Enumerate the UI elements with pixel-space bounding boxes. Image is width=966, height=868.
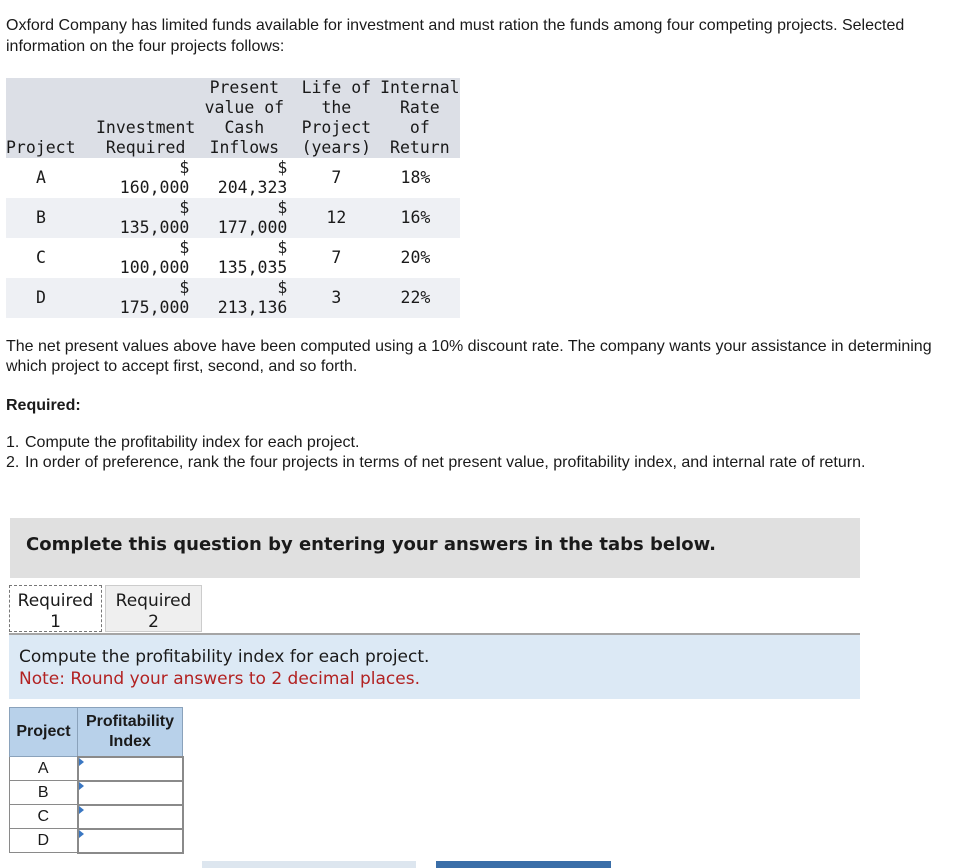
header-investment: Investment Required bbox=[96, 78, 195, 158]
header-life: Life of the Project (years) bbox=[293, 78, 379, 158]
previous-button[interactable] bbox=[202, 861, 416, 868]
pi-input-a[interactable] bbox=[79, 759, 182, 779]
header-profitability-index: Profitability Index bbox=[78, 708, 183, 757]
tab-required-1[interactable]: Required 1 bbox=[9, 585, 102, 632]
rounding-note: Note: Round your answers to 2 decimal places. bbox=[19, 669, 420, 689]
project-label: C bbox=[10, 805, 78, 829]
irr-cell: 22% bbox=[379, 278, 460, 318]
irr-cell: 20% bbox=[400, 248, 431, 267]
project-label: D bbox=[6, 278, 96, 318]
project-label: D bbox=[10, 829, 78, 853]
investment-cell: $ 160,000 bbox=[119, 158, 190, 197]
table-row bbox=[10, 829, 183, 853]
investment-cell: $ 135,000 bbox=[96, 198, 195, 238]
project-label: A bbox=[36, 168, 46, 187]
next-button[interactable] bbox=[436, 861, 611, 868]
irr-cell: 18% bbox=[400, 168, 431, 187]
table-row bbox=[6, 238, 460, 278]
table-row bbox=[6, 278, 460, 318]
table-row bbox=[10, 805, 183, 829]
table-header-row bbox=[6, 78, 460, 158]
project-label: C bbox=[36, 248, 46, 267]
present-value-cell: $ 177,000 bbox=[195, 198, 293, 238]
table-header-row bbox=[10, 708, 183, 757]
list-item: 2. In order of preference, rank the four projects in terms of net present value, profitability index, and internal rate of return. bbox=[6, 454, 866, 471]
life-cell: 12 bbox=[293, 198, 379, 238]
list-item: 1. Compute the profitability index for each project. bbox=[6, 434, 360, 451]
irr-cell: 16% bbox=[379, 198, 460, 238]
header-present-value: Present value of Cash Inflows bbox=[195, 78, 293, 158]
tab-required-2[interactable]: Required 2 bbox=[105, 585, 202, 632]
pi-input-cell bbox=[78, 781, 183, 805]
pi-input-cell bbox=[78, 829, 183, 853]
project-label: B bbox=[6, 198, 96, 238]
table-row bbox=[6, 158, 460, 198]
table-row bbox=[10, 781, 183, 805]
instructions-banner: Complete this question by entering your answers in the tabs below. bbox=[10, 518, 860, 578]
instruction-panel bbox=[9, 635, 860, 699]
pi-input-c[interactable] bbox=[79, 807, 182, 827]
table-row bbox=[10, 757, 183, 781]
investment-cell: $ 100,000 bbox=[119, 238, 190, 277]
life-cell: 3 bbox=[293, 278, 379, 318]
project-label: A bbox=[10, 757, 78, 781]
life-cell: 7 bbox=[331, 248, 342, 267]
present-value-cell: $ 135,035 bbox=[217, 238, 288, 277]
pi-input-cell bbox=[78, 757, 183, 781]
discount-rate-note: The net present values above have been computed using a 10% discount rate. The company wants your assistance in determining which project to accept first, second, and so forth. bbox=[6, 338, 932, 375]
pi-input-cell bbox=[78, 805, 183, 829]
intro-text: Oxford Company has limited funds available for investment and must ration the funds among four competing projects. Selected information on the four projects follows: bbox=[6, 17, 905, 55]
required-heading: Required: bbox=[6, 397, 81, 414]
life-cell: 7 bbox=[331, 168, 342, 187]
pi-input-d[interactable] bbox=[79, 831, 182, 851]
project-info-table bbox=[6, 78, 460, 318]
pi-input-b[interactable] bbox=[79, 783, 182, 803]
header-project: Project bbox=[6, 78, 96, 158]
present-value-cell: $ 213,136 bbox=[195, 278, 293, 318]
header-irr: Internal Rate of Return bbox=[380, 78, 460, 157]
profitability-index-table bbox=[9, 707, 184, 854]
instruction-text: Compute the profitability index for each project. bbox=[19, 647, 430, 667]
project-label: B bbox=[10, 781, 78, 805]
required-list bbox=[6, 433, 936, 473]
header-project: Project bbox=[10, 708, 78, 757]
table-row bbox=[6, 198, 460, 238]
present-value-cell: $ 204,323 bbox=[217, 158, 288, 197]
investment-cell: $ 175,000 bbox=[96, 278, 195, 318]
